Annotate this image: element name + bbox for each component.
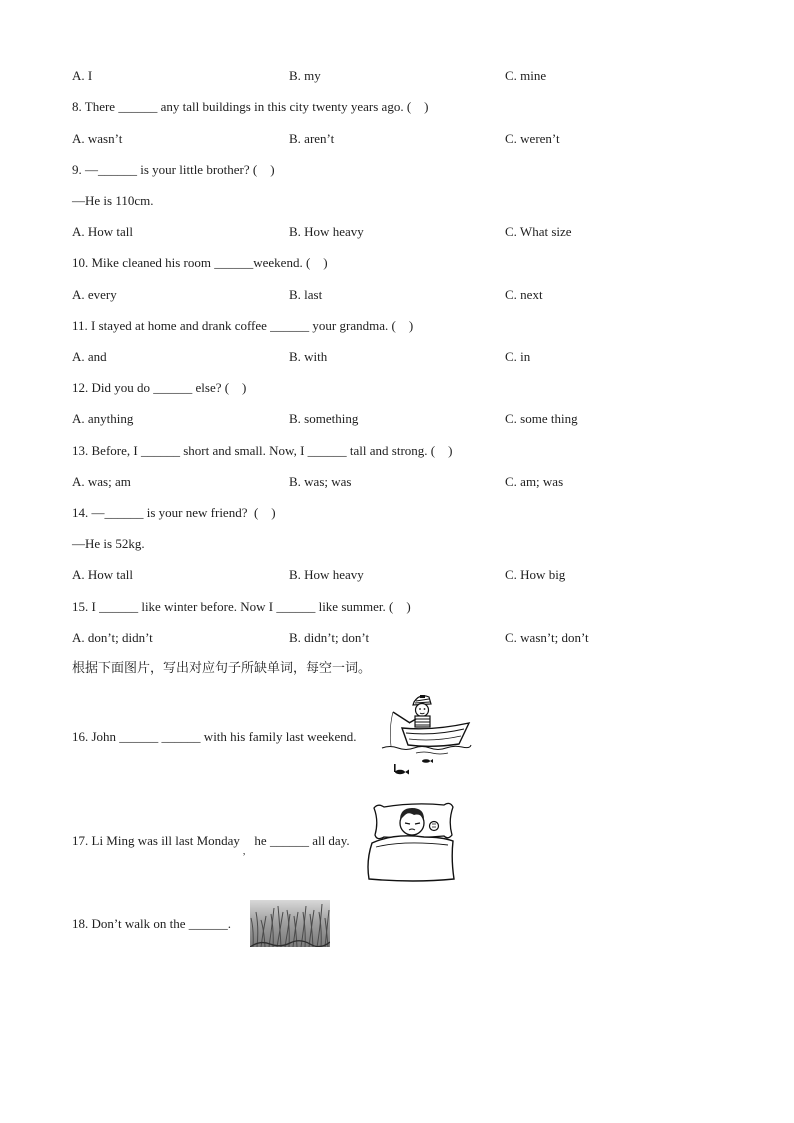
q10-option-b: B. last <box>289 287 323 302</box>
q11-options <box>0 349 794 365</box>
q18-stem: 18. Don’t walk on the ______. <box>72 916 231 931</box>
q14-answer-line: —He is 52kg. <box>72 536 145 551</box>
boat <box>402 723 469 746</box>
q14-stem: 14. —______ is your new friend? ( ) <box>72 505 276 520</box>
q14-option-a: A. How tall <box>72 567 134 582</box>
q10-options <box>0 287 794 303</box>
q8-options <box>0 131 794 147</box>
section-instruction: 根据下面图片，写出对应句子所缺单词，每空一词。 <box>72 661 372 676</box>
q8-option-a: A. wasn’t <box>72 131 123 146</box>
q11-option-c: C. in <box>505 349 531 364</box>
fishing-rod <box>393 712 410 723</box>
q14-option-b: B. How heavy <box>289 567 364 582</box>
q17-comma: , <box>242 846 246 857</box>
q7-option-b: B. my <box>289 68 321 83</box>
q14-option-c: C. How big <box>505 567 566 582</box>
q16-stem: 16. John ______ ______ with his family last weekend. <box>72 729 357 744</box>
q11-option-a: A. and <box>72 349 107 364</box>
fish-icon <box>422 759 433 763</box>
q15-stem: 15. I ______ like winter before. Now I ______ like summer. ( ) <box>72 599 411 614</box>
q8-option-c: C. weren’t <box>505 131 560 146</box>
q12-option-b: B. something <box>289 411 359 426</box>
fishing-line <box>390 712 393 746</box>
q9-option-c: C. What size <box>505 224 572 239</box>
q13-option-b: B. was; was <box>289 474 352 489</box>
q13-stem: 13. Before, I ______ short and small. Now, I ______ tall and strong. ( ) <box>72 443 453 458</box>
q17-stem <box>72 833 350 857</box>
q12-option-c: C. some thing <box>505 411 578 426</box>
q12-options <box>0 411 794 427</box>
q17-stem-after: he ______ all day. <box>254 833 350 848</box>
q7-options <box>0 68 794 84</box>
q13-option-c: C. am; was <box>505 474 564 489</box>
q15-option-b: B. didn’t; don’t <box>289 630 370 645</box>
q15-options <box>0 630 794 646</box>
q9-answer-line: —He is 110cm. <box>72 193 154 208</box>
grass-illustration <box>250 900 330 947</box>
q15-option-a: A. don’t; didn’t <box>72 630 153 645</box>
q9-option-b: B. How heavy <box>289 224 364 239</box>
q10-option-a: A. every <box>72 287 117 302</box>
q12-option-a: A. anything <box>72 411 134 426</box>
q9-option-a: A. How tall <box>72 224 134 239</box>
boy-head <box>416 704 429 717</box>
boy-in-bed-illustration <box>364 799 457 883</box>
q13-options <box>0 474 794 490</box>
boy-fishing-in-boat-illustration <box>376 692 472 778</box>
q7-option-c: C. mine <box>505 68 547 83</box>
q8-option-b: B. aren’t <box>289 131 335 146</box>
q10-option-c: C. next <box>505 287 543 302</box>
q14-options <box>0 567 794 583</box>
q8-stem: 8. There ______ any tall buildings in this city twenty years ago. ( ) <box>72 99 429 114</box>
q13-option-a: A. was; am <box>72 474 131 489</box>
q12-stem: 12. Did you do ______ else? ( ) <box>72 380 247 395</box>
q15-option-c: C. wasn’t; don’t <box>505 630 589 645</box>
q10-stem: 10. Mike cleaned his room ______weekend. ( ) <box>72 255 328 270</box>
q11-option-b: B. with <box>289 349 328 364</box>
fish-icon <box>394 764 409 775</box>
q17-stem-before: 17. Li Ming was ill last Monday <box>72 833 240 848</box>
q9-options <box>0 224 794 240</box>
fist <box>430 822 439 831</box>
q7-option-a: A. I <box>72 68 93 83</box>
q11-stem: 11. I stayed at home and drank coffee ______ your grandma. ( ) <box>72 318 414 333</box>
q9-stem: 9. —______ is your little brother? ( ) <box>72 162 275 177</box>
